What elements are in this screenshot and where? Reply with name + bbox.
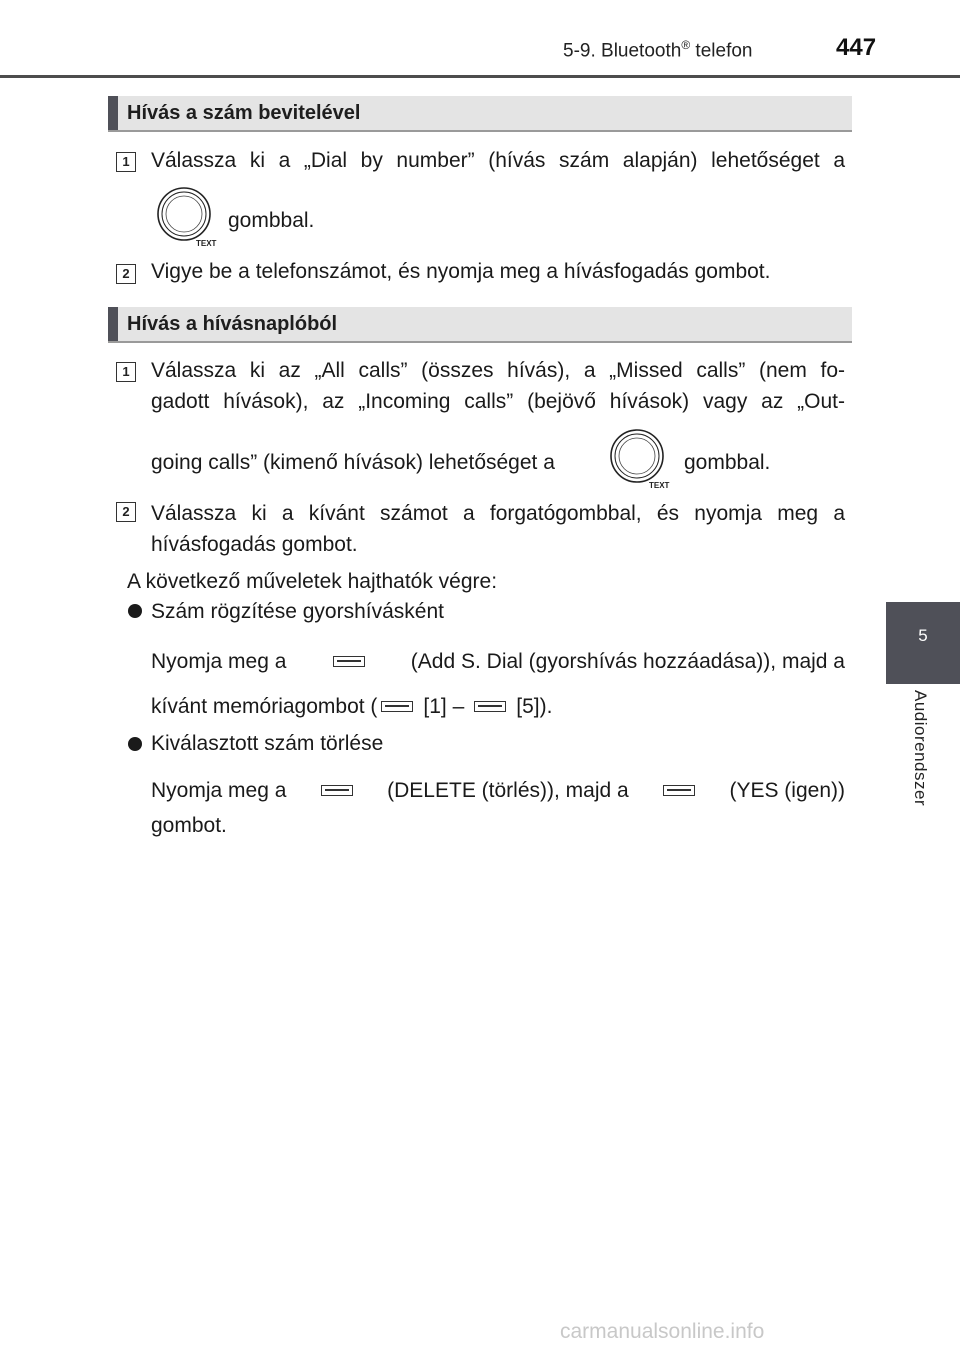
- section-heading: [563, 38, 752, 62]
- bullet-icon: [128, 737, 142, 751]
- knob-label: TEXT: [196, 239, 217, 248]
- operation-instruction: [151, 775, 845, 806]
- screen-button-icon: [381, 701, 413, 712]
- instruction-text: (DELETE (törlés)), majd a: [387, 779, 629, 802]
- step-text: hívásfogadás gombot.: [151, 533, 358, 556]
- operation-title: Kiválasztott szám törlése: [151, 732, 384, 755]
- section-title: Hívás a szám bevitelével: [127, 102, 361, 124]
- operation-instruction: [151, 691, 552, 722]
- step-text: gadott hívások), az „Incoming calls” (bejövő hívások) vagy az „Out-: [151, 390, 845, 413]
- tune-knob-icon: [156, 186, 218, 248]
- instruction-text: (Add S. Dial (gyorshívás hozzáadása)), majd a: [410, 650, 845, 673]
- instruction-text: (YES (igen)): [729, 779, 845, 802]
- screen-button-icon: [474, 701, 506, 712]
- step-number: 2: [116, 502, 136, 522]
- screen-button-icon: [663, 785, 695, 796]
- page-number: 447: [836, 34, 877, 61]
- section-heading-dial-number: [108, 96, 852, 132]
- chapter-number: 5: [918, 626, 928, 645]
- screen-button-icon: [333, 656, 365, 667]
- instruction-text: [5]).: [516, 695, 553, 718]
- step-number: 1: [116, 152, 136, 172]
- section-suffix: telefon: [690, 40, 753, 62]
- step-text: Válassza ki az „All calls” (összes hívás), a „Missed calls” (nem fo-: [151, 359, 845, 382]
- instruction-text: Nyomja meg a: [151, 779, 287, 802]
- section-title: Hívás a hívásnaplóból: [127, 313, 338, 335]
- tune-knob-icon: [609, 428, 671, 490]
- operation-instruction: [151, 646, 845, 677]
- section-prefix: 5-9. Bluetooth: [563, 40, 682, 62]
- step-number: 1: [116, 362, 136, 382]
- knob-label: TEXT: [649, 481, 670, 490]
- step-text: gombbal.: [228, 209, 315, 232]
- operation-instruction: gombot.: [151, 814, 227, 837]
- section-heading-call-log: [108, 307, 852, 343]
- screen-button-icon: [321, 785, 353, 796]
- step-number: 2: [116, 264, 136, 284]
- instruction-text: kívánt memóriagombot (: [151, 695, 378, 718]
- step-text: Vigye be a telefonszámot, és nyomja meg a hívásfogadás gombot.: [151, 260, 771, 283]
- step-text: gombbal.: [684, 451, 771, 474]
- step-text: Válassza ki a „Dial by number” (hívás szám alapján) lehetőséget a: [151, 149, 845, 172]
- step-text: Válassza ki a kívánt számot a forgatógombbal, és nyomja meg a: [151, 502, 845, 525]
- bullet-icon: [128, 604, 142, 618]
- instruction-text: Nyomja meg a: [151, 650, 287, 673]
- registered-mark: ®: [681, 38, 691, 52]
- step-text: going calls” (kimenő hívások) lehetőséget a: [151, 451, 555, 474]
- header-rule: [0, 75, 960, 78]
- operation-title: Szám rögzítése gyorshívásként: [151, 600, 444, 623]
- operations-intro: A következő műveletek hajthatók végre:: [127, 570, 498, 593]
- chapter-label: Audiorendszer: [911, 690, 930, 807]
- instruction-text: [1] –: [423, 695, 465, 718]
- watermark: carmanualsonline.info: [560, 1320, 765, 1343]
